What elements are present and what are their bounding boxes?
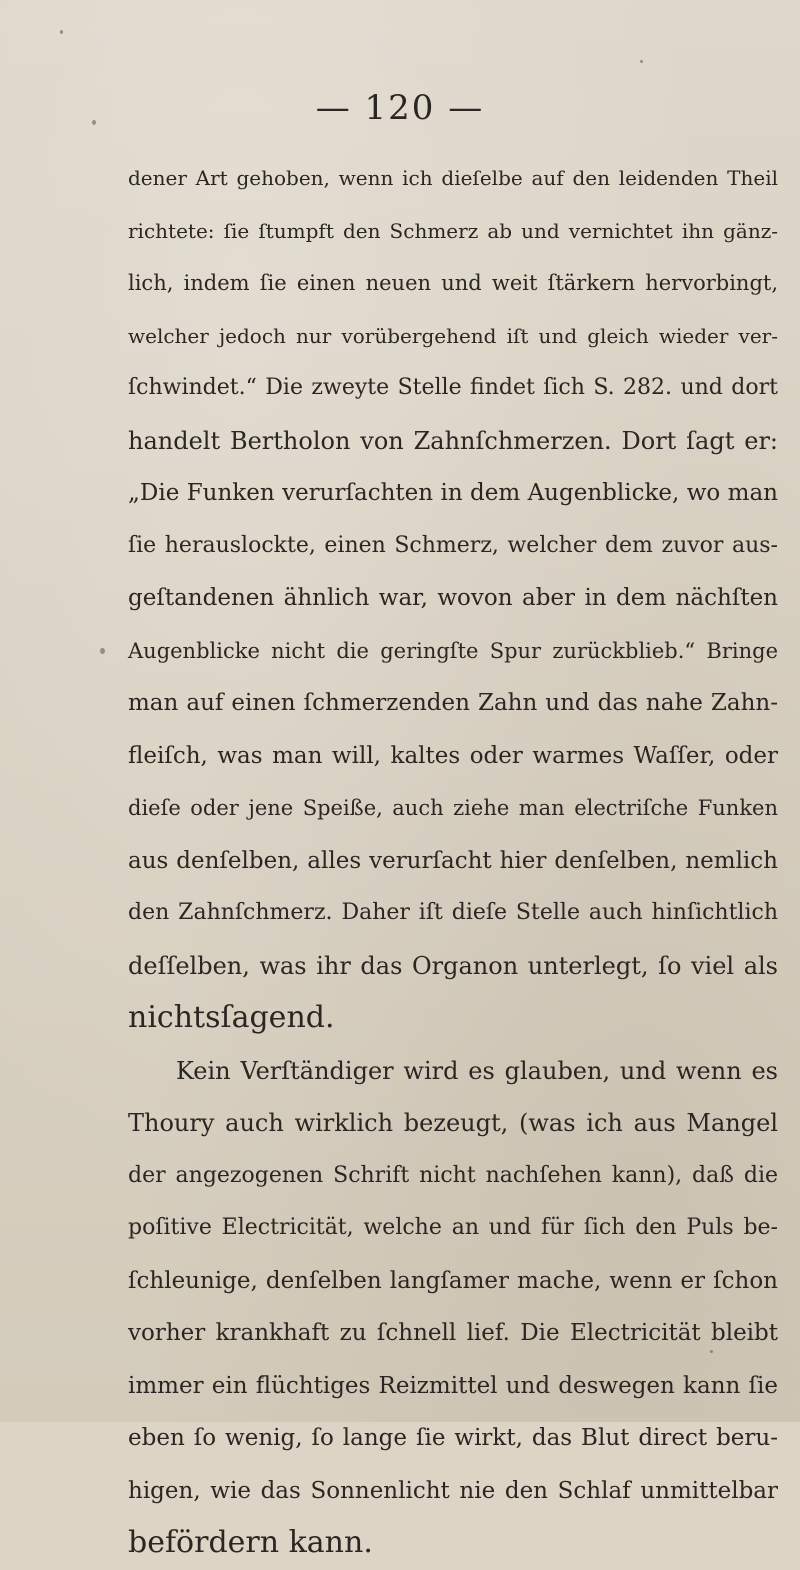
paper-speck xyxy=(60,30,63,34)
text-line: nichtsſagend. xyxy=(128,1000,335,1035)
text-line: den Zahnſchmerz. Daher iſt dieſe Stelle auch hinſichtlich xyxy=(128,900,778,925)
text-line: ſie herauslockte, einen Schmerz, welcher dem zuvor aus- xyxy=(128,532,778,558)
text-line: higen, wie das Sonnenlicht nie den Schlaf unmittelbar xyxy=(128,1477,778,1504)
text-line: lich, indem ſie einen neuen und weit ſtärkern hervorbingt, xyxy=(128,271,778,295)
text-line: geſtandenen ähnlich war, wovon aber in dem nächſten xyxy=(128,585,778,611)
text-line: richtete: ſie ſtumpft den Schmerz ab und vernichtet ihn gänz- xyxy=(128,218,778,243)
text-line: der angezogenen Schrift nicht nachſehen kann), daß die xyxy=(128,1162,778,1188)
paper-speck xyxy=(640,60,643,63)
text-line: ſchleunige, denſelben langſamer mache, wenn er ſchon xyxy=(128,1267,778,1294)
text-line: vorher krankhaft zu ſchnell lief. Die Electricität bleibt xyxy=(128,1320,778,1346)
text-line: poſitive Electricität, welche an und für ſich den Puls be- xyxy=(128,1215,778,1240)
text-line: welcher jedoch nur vorübergehend iſt und gleich wieder ver- xyxy=(128,323,778,348)
text-line: immer ein flüchtiges Reizmittel und deswegen kann ſie xyxy=(128,1372,778,1399)
text-line: Augenblicke nicht die geringſte Spur zurückblieb.“ Bringe xyxy=(128,638,778,663)
body-text xyxy=(128,152,778,1570)
text-line: deſſelben, was ihr das Organon unterlegt, ſo viel als xyxy=(128,951,778,980)
text-line: handelt Bertholon von Zahnſchmerzen. Dort ſagt er: xyxy=(128,426,778,455)
paper-speck xyxy=(100,648,105,654)
page-number-header: — 120 — xyxy=(315,88,485,128)
text-line: „Die Funken verurſachten in dem Augenblicke, wo man xyxy=(128,480,778,506)
text-line: dener Art gehoben, wenn ich dieſelbe auf den leidenden Theil xyxy=(128,166,778,190)
text-line: man auf einen ſchmerzenden Zahn und das nahe Zahn- xyxy=(128,690,778,716)
text-line: eben ſo wenig, ſo lange ſie wirkt, das Blut direct beru- xyxy=(128,1425,778,1451)
text-line: Thoury auch wirklich bezeugt, (was ich aus Mangel xyxy=(128,1109,778,1137)
text-line: Kein Verſtändiger wird es glauben, und wenn es xyxy=(176,1056,778,1085)
text-line: ſchwindet.“ Die zweyte Stelle findet ſich S. 282. und dort xyxy=(128,375,778,400)
text-line: dieſe oder jene Speiße, auch ziehe man electriſche Funken xyxy=(128,796,778,820)
text-line: aus denſelben, alles verurſacht hier denſelben, nemlich xyxy=(128,847,778,874)
text-line: fleiſch, was man will, kaltes oder warmes Waſſer, oder xyxy=(128,742,778,769)
text-line: befördern kann. xyxy=(128,1525,373,1560)
